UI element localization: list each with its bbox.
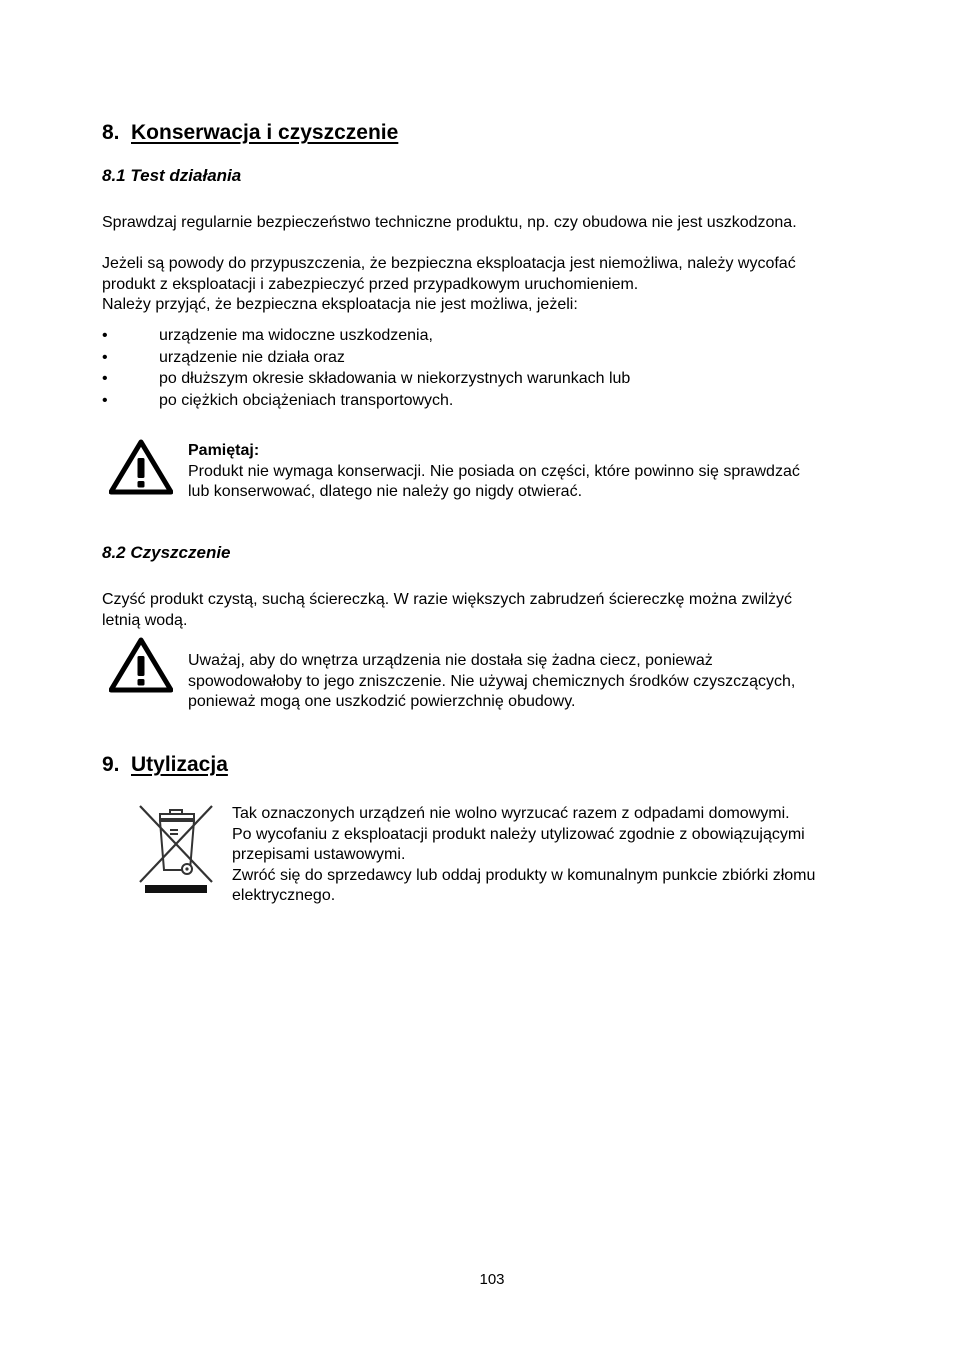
list-item <box>102 390 882 412</box>
bullet-list <box>102 325 882 412</box>
section-9-heading <box>102 754 228 775</box>
disposal-line: przepisami ustawowymi. <box>232 846 406 863</box>
disposal-line: Tak oznaczonych urządzeń nie wolno wyrzucać razem z odpadami domowymi. <box>232 805 790 822</box>
warning-line: Uważaj, aby do wnętrza urządzenia nie dostała się żadna ciecz, ponieważ <box>188 652 713 669</box>
disposal-line: elektrycznego. <box>232 887 336 904</box>
paragraph-line: Należy przyjąć, że bezpieczna eksploatacja nie jest możliwa, jeżeli: <box>102 296 578 313</box>
list-item <box>102 325 882 347</box>
warning-line: lub konserwować, dlatego nie należy go nigdy otwierać. <box>188 483 583 500</box>
disposal-line: Zwróć się do sprzedawcy lub oddaj produkty w komunalnym punkcie zbiórki złomu <box>232 866 816 884</box>
warning-line: spowodowałoby to jego zniszczenie. Nie używaj chemicznych środków czyszczących, <box>188 672 796 690</box>
section-9-title: Utylizacja <box>131 753 228 776</box>
warning-triangle-icon <box>109 439 173 495</box>
list-item-text: po ciężkich obciążeniach transportowych. <box>159 392 454 410</box>
subsection-8-1-title: 8.1 Test działania <box>102 166 242 185</box>
bullet-icon: • <box>102 392 108 410</box>
paragraph-cleaning <box>102 590 792 631</box>
list-item-text: po dłuższym okresie składowania w niekorzystnych warunkach lub <box>159 370 631 388</box>
bullet-icon: • <box>102 370 108 388</box>
paragraph-line: Sprawdzaj regularnie bezpieczeństwo techniczne produktu, np. czy obudowa nie jest uszkodzona. <box>102 214 797 231</box>
disposal-text <box>232 804 815 907</box>
bullet-icon: • <box>102 327 108 344</box>
bullet-icon: • <box>102 348 108 366</box>
paragraph-line: Czyść produkt czystą, suchą ściereczką. W razie większych zabrudzeń ściereczkę można zwilżyć <box>102 591 792 608</box>
page-number: 103 <box>479 1271 505 1288</box>
list-item <box>102 347 882 369</box>
warning-line: ponieważ mogą one uszkodzić powierzchnię obudowy. <box>188 693 576 710</box>
subsection-8-2-title: 8.2 Czyszczenie <box>102 543 231 562</box>
paragraph-line: produkt z eksploatacji i zabezpieczyć przed przypadkowym uruchomieniem. <box>102 275 639 293</box>
paragraph-line: letnią wodą. <box>102 611 188 629</box>
list-item <box>102 368 882 390</box>
warning-note-maintenance <box>188 441 800 503</box>
section-9-number: 9. <box>102 753 120 776</box>
warning-triangle-icon <box>109 637 173 693</box>
warning-heading: Pamiętaj: <box>188 442 260 459</box>
paragraph-safety-check <box>102 213 797 234</box>
section-8-number: 8. <box>102 121 120 144</box>
paragraph-safe-operation <box>102 254 796 316</box>
list-item-text: urządzenie nie działa oraz <box>159 348 345 366</box>
list-item-text: urządzenie ma widoczne uszkodzenia, <box>159 327 433 344</box>
section-8-title: Konserwacja i czyszczenie <box>131 121 399 144</box>
section-8-heading <box>102 122 398 143</box>
disposal-line: Po wycofaniu z eksploatacji produkt należy utylizować zgodnie z obowiązującymi <box>232 825 805 843</box>
warning-line: Produkt nie wymaga konserwacji. Nie posiada on części, które powinno się sprawdzać <box>188 462 800 480</box>
paragraph-line: Jeżeli są powody do przypuszczenia, że bezpieczna eksploatacja jest niemożliwa, należy wycofać <box>102 255 796 272</box>
crossed-out-wheelie-bin-icon <box>136 804 216 896</box>
warning-note-liquids <box>188 651 795 713</box>
